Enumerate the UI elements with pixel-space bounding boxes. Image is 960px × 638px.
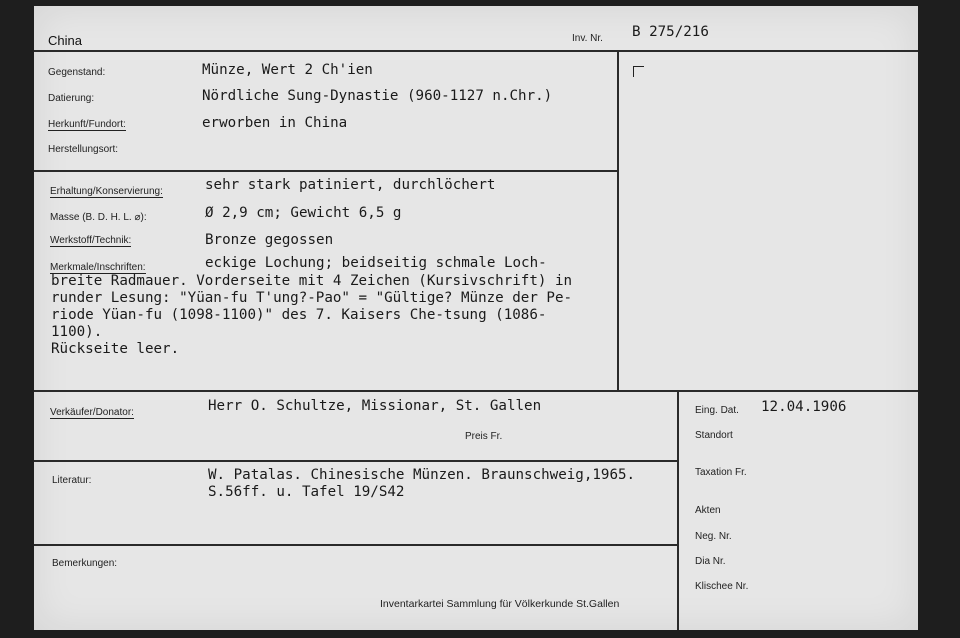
value-merkmale-line-4: riode Yüan-fu (1098-1100)" des 7. Kaisers Che-tsung (1086- bbox=[51, 307, 547, 323]
label-klischee-nr: Klischee Nr. bbox=[695, 581, 749, 592]
value-literatur-line-1: W. Patalas. Chinesische Münzen. Braunschweig,1965. bbox=[208, 467, 636, 483]
label-gegenstand: Gegenstand: bbox=[48, 67, 106, 78]
rule-seller bbox=[34, 460, 678, 462]
value-merkmale-line-3: runder Lesung: "Yüan-fu T'ung?-Pao" = "Gültige? Münze der Pe- bbox=[51, 290, 573, 306]
value-merkmale-line-2: breite Radmauer. Vorderseite mit 4 Zeichen (Kursivschrift) in bbox=[51, 273, 573, 289]
inventory-card bbox=[34, 6, 918, 630]
label-preis: Preis Fr. bbox=[465, 431, 503, 442]
label-akten: Akten bbox=[695, 505, 721, 516]
rule-right-col-top bbox=[617, 52, 619, 392]
rule-description bbox=[34, 390, 918, 392]
rule-literature bbox=[34, 544, 678, 546]
rule-right-col-bottom bbox=[677, 392, 679, 630]
label-literatur: Literatur: bbox=[52, 475, 92, 486]
value-werkstoff: Bronze gegossen bbox=[205, 232, 334, 248]
label-standort: Standort bbox=[695, 430, 733, 441]
rule-object bbox=[34, 170, 618, 172]
value-masse: Ø 2,9 cm; Gewicht 6,5 g bbox=[205, 205, 402, 221]
label-datierung: Datierung: bbox=[48, 93, 95, 104]
label-werkstoff: Werkstoff/Technik: bbox=[50, 235, 132, 246]
value-merkmale-line-5: 1100). bbox=[51, 324, 103, 340]
footer-institution: Inventarkartei Sammlung für Völkerkunde St.Gallen bbox=[380, 598, 620, 610]
value-literatur-line-2: S.56ff. u. Tafel 19/S42 bbox=[208, 484, 405, 500]
label-bemerkungen: Bemerkungen: bbox=[52, 558, 118, 569]
label-taxation: Taxation Fr. bbox=[695, 467, 747, 478]
label-eing-dat: Eing. Dat. bbox=[695, 405, 739, 416]
value-merkmale-line-1: eckige Lochung; beidseitig schmale Loch- bbox=[205, 255, 547, 271]
label-dia-nr: Dia Nr. bbox=[695, 556, 726, 567]
value-datierung: Nördliche Sung-Dynastie (960-1127 n.Chr.) bbox=[202, 88, 553, 104]
value-merkmale-line-6: Rückseite leer. bbox=[51, 341, 180, 357]
label-merkmale: Merkmale/Inschriften: bbox=[50, 262, 146, 273]
label-herkunft: Herkunft/Fundort: bbox=[48, 119, 126, 130]
value-herkunft: erworben in China bbox=[202, 115, 348, 131]
corner-mark bbox=[633, 66, 644, 77]
inv-number-label: Inv. Nr. bbox=[572, 33, 603, 44]
inv-number: B 275/216 bbox=[632, 24, 709, 40]
country-heading: China bbox=[48, 33, 82, 48]
label-verkaeufer: Verkäufer/Donator: bbox=[50, 407, 134, 418]
label-neg-nr: Neg. Nr. bbox=[695, 531, 732, 542]
label-masse: Masse (B. D. H. L. ⌀): bbox=[50, 212, 147, 223]
value-erhaltung: sehr stark patiniert, durchlöchert bbox=[205, 177, 496, 193]
label-herstellungsort: Herstellungsort: bbox=[48, 144, 119, 155]
rule-header bbox=[34, 50, 918, 52]
label-erhaltung: Erhaltung/Konservierung: bbox=[50, 186, 163, 197]
value-eing-dat: 12.04.1906 bbox=[761, 399, 847, 415]
value-verkaeufer: Herr O. Schultze, Missionar, St. Gallen bbox=[208, 398, 542, 414]
value-gegenstand: Münze, Wert 2 Ch'ien bbox=[202, 62, 373, 78]
